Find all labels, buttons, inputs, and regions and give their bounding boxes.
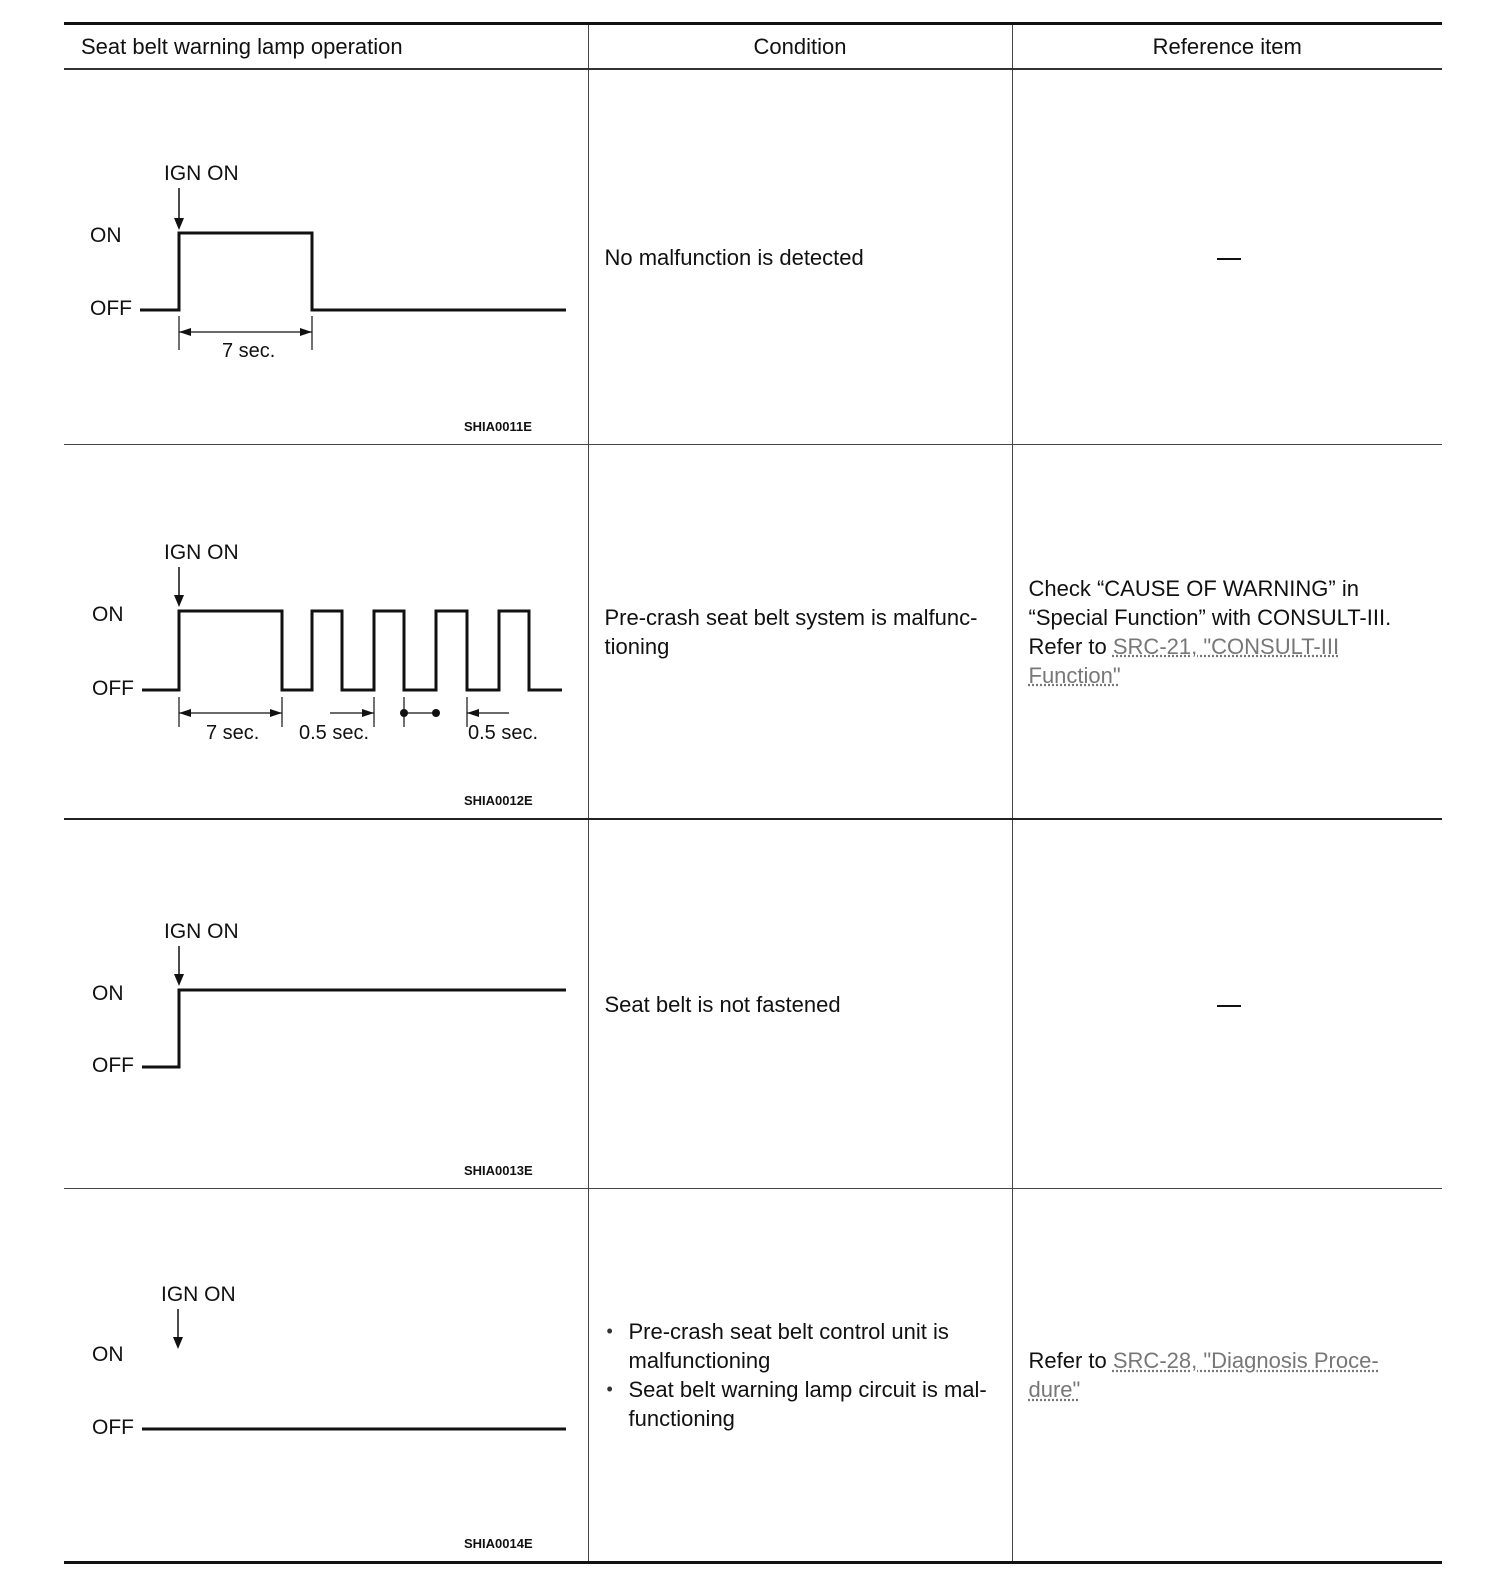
ign-on-label: IGN ON [164,162,239,185]
header-lamp-operation: Seat belt warning lamp operation [64,24,588,70]
arrow-head-icon [174,218,184,230]
duration-label: 0.5 sec. [299,722,370,744]
lamp-signal-waveform [140,233,566,310]
reference-cell [1012,1189,1442,1563]
reference-link[interactable]: SRC-21, "CONSULT-III Function" [1028,633,1340,688]
lamp-signal-waveform [142,611,562,690]
header-condition: Condition [588,24,1012,70]
condition-cell [588,1189,1012,1563]
lamp-timing-diagram-1 [64,70,588,444]
arrow-right-icon [300,328,312,336]
duration-label: 7 sec. [206,722,260,744]
ign-on-label: IGN ON [164,541,239,564]
reference-cell [1012,69,1442,445]
reference-line [1029,632,1431,690]
duration-label: 0.5 sec. [468,722,539,744]
arrow-head-icon [174,974,184,986]
lamp-timing-diagram-4 [64,1189,588,1561]
dimension-dot-icon [432,709,440,717]
figure-id: SHIA0011E [464,419,532,434]
refer-to-label: Refer to [1028,633,1113,659]
list-item: • Seat belt warning lamp circuit is mal-functioning [605,1375,1000,1433]
lamp-diagram-cell [64,69,588,445]
condition-cell: No malfunction is detected [588,69,1012,445]
off-level-label: OFF [92,1416,134,1439]
arrow-head-icon [173,1337,183,1349]
off-level-label: OFF [92,1054,134,1077]
lamp-signal-waveform [142,990,566,1067]
ign-on-label: IGN ON [164,920,239,943]
on-level-label: ON [92,1343,124,1366]
arrow-right-icon [362,709,374,717]
arrow-left-icon [179,709,191,717]
lamp-diagram-cell [64,819,588,1189]
off-level-label: OFF [92,677,134,700]
arrow-left-icon [467,709,479,717]
condition-list [605,1317,1000,1433]
figure-id: SHIA0012E [464,793,533,808]
reference-cell [1012,819,1442,1189]
lamp-timing-diagram-2 [64,445,588,818]
lamp-operation-table [64,22,1442,1564]
reference-text: Check “CAUSE OF WARNING” in “Special Function” with CONSULT-III. [1028,575,1392,630]
reference-link[interactable]: SRC-28, "Diagnosis Proce-dure" [1028,1348,1379,1402]
arrow-right-icon [270,709,282,717]
reference-cell [1012,445,1442,820]
table-row [64,1189,1442,1563]
none-dash [1217,258,1241,260]
dimension-dot-icon [400,709,408,717]
on-level-label: ON [90,224,122,247]
arrow-head-icon [174,595,184,607]
figure-id: SHIA0013E [464,1163,533,1178]
table-row [64,445,1442,820]
lamp-timing-diagram-3 [64,820,588,1188]
off-level-label: OFF [90,297,132,320]
reference-line [1029,1346,1431,1404]
condition-cell: Seat belt is not fastened [588,819,1012,1189]
table-row [64,69,1442,445]
header-reference-item: Reference item [1012,24,1442,70]
figure-id: SHIA0014E [464,1536,533,1551]
table-header-row [64,24,1442,70]
ign-on-label: IGN ON [161,1283,236,1306]
on-level-label: ON [92,982,124,1005]
condition-cell: Pre-crash seat belt system is malfunc-tioning [588,445,1012,820]
arrow-left-icon [179,328,191,336]
table-row [64,819,1442,1189]
none-dash [1217,1005,1241,1007]
duration-label: 7 sec. [222,340,276,362]
on-level-label: ON [92,603,124,626]
list-item: • Pre-crash seat belt control unit is malfunctioning [605,1317,1000,1375]
lamp-diagram-cell [64,1189,588,1563]
lamp-diagram-cell [64,445,588,820]
refer-to-label: Refer to [1028,1348,1113,1373]
